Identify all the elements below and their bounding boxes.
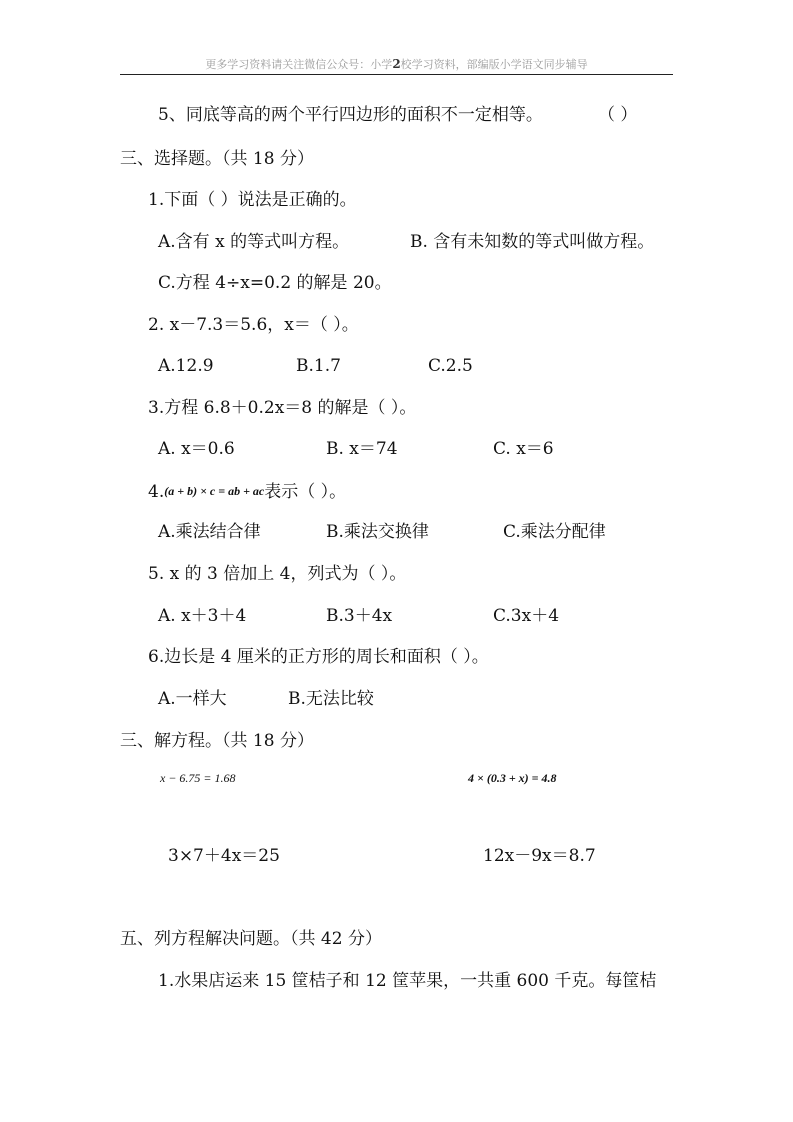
choice-q5-option-b: B.3＋4x <box>326 606 393 626</box>
choice-q1-option-a: A.含有 x 的等式叫方程。 <box>158 232 350 252</box>
choice-q2-option-c: C.2.5 <box>428 356 473 376</box>
choice-q6-stem: 6.边长是 4 厘米的正方形的周长和面积（ ）。 <box>148 647 489 667</box>
equation-1: x − 6.75 = 1.68 <box>160 771 236 785</box>
word-question-1: 1.水果店运来 15 筐桔子和 12 筐苹果，一共重 600 千克。每筐桔 <box>158 971 657 991</box>
choice-q2-option-b: B.1.7 <box>296 356 341 376</box>
choice-q2-stem: 2. x－7.3＝5.6，x＝（ ）。 <box>148 315 359 335</box>
choice-q3-option-b: B. x＝74 <box>326 439 398 459</box>
choice-q6-option-a: A.一样大 <box>158 689 227 709</box>
choice-q6-option-b: B.无法比较 <box>288 689 374 709</box>
choice-q3-option-c: C. x＝6 <box>493 439 554 459</box>
choice-q4-option-b: B.乘法交换律 <box>326 522 429 542</box>
choice-q4-prefix: 4. <box>148 482 165 502</box>
judge-answer-paren: （ ） <box>598 105 638 125</box>
choice-q5-option-c: C.3x＋4 <box>493 606 560 626</box>
choice-q1-option-b: B. 含有未知数的等式叫做方程。 <box>410 232 655 252</box>
word-section-title: 五、列方程解决问题。（共 42 分） <box>120 929 382 949</box>
judge-question-5: 5、同底等高的两个平行四边形的面积不一定相等。 <box>158 105 543 125</box>
choice-q5-stem: 5. x 的 3 倍加上 4，列式为（ ）。 <box>148 564 407 584</box>
page-header-banner <box>0 56 793 72</box>
choice-q4-suffix: 表示（ ）。 <box>264 482 347 502</box>
equation-3: 3×7＋4x＝25 <box>168 846 280 866</box>
header-divider <box>120 74 673 75</box>
choice-q4-option-a: A.乘法结合律 <box>158 522 261 542</box>
choice-q1-option-c: C.方程 4÷x=0.2 的解是 20。 <box>158 273 392 293</box>
solve-section-title: 三、解方程。（共 18 分） <box>120 731 314 751</box>
choice-q4-option-c: C.乘法分配律 <box>503 522 606 542</box>
header-suffix: 校学习资料，部编版小学语文同步辅导 <box>400 58 588 71</box>
choice-q5-option-a: A. x＋3＋4 <box>158 606 247 626</box>
choice-q3-stem: 3.方程 6.8＋0.2x＝8 的解是（ ）。 <box>148 398 417 418</box>
choice-q3-option-a: A. x＝0.6 <box>158 439 235 459</box>
header-number: 2 <box>392 57 401 71</box>
distributive-law-formula: (a + b) × c = ab + ac <box>164 484 265 498</box>
equation-4: 12x－9x＝8.7 <box>483 846 596 866</box>
equation-2: 4 × (0.3 + x) = 4.8 <box>468 771 557 785</box>
choice-q2-option-a: A.12.9 <box>158 356 214 376</box>
choice-q1-stem: 1.下面（ ）说法是正确的。 <box>148 190 357 210</box>
choice-section-title: 三、选择题。（共 18 分） <box>120 149 314 169</box>
choice-q4-stem <box>148 480 346 503</box>
header-prefix: 更多学习资料请关注微信公众号：小学 <box>205 58 393 71</box>
